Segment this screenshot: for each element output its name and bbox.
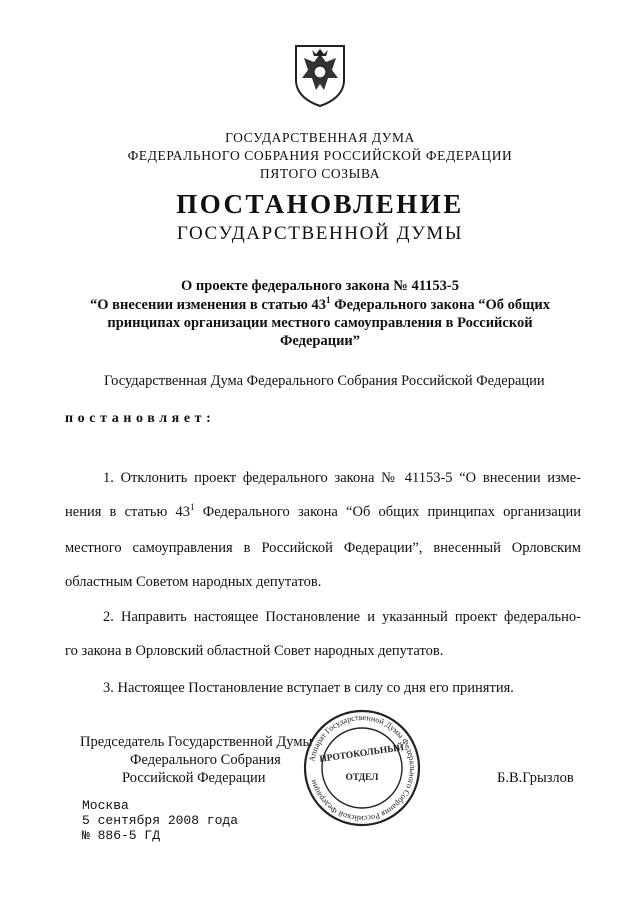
item-1-superscript: 1 (190, 502, 195, 512)
preamble-text: Государственная Дума Федерального Собрания Российской Федерации (104, 373, 545, 389)
document-subtitle: ГОСУДАРСТВЕННОЙ ДУМЫ (176, 223, 464, 244)
item-2-line-2: го закона в Орловский областной Совет народных депутатов. (65, 643, 444, 659)
header-line-1: ГОСУДАРСТВЕННАЯ ДУМА (225, 130, 415, 145)
footer-city: Москва (82, 798, 129, 813)
subject-line-2 (0, 297, 640, 314)
item-3-line-1: 3. Настоящее Постановление вступает в силу со дня его принятия. (103, 680, 514, 696)
header-line-2: ФЕДЕРАЛЬНОГО СОБРАНИЯ РОССИЙСКОЙ ФЕДЕРАЦИИ (127, 148, 513, 163)
subject-line-1: О проекте федерального закона № 41153-5 (181, 278, 459, 294)
item-1-line-2-post: Федерального закона “Об общих принципах организации (194, 504, 581, 520)
subject-line-2-post: Федерального закона “Об общих (330, 297, 551, 313)
subject-line-3: принципах организации местного самоуправления в Российской (107, 315, 533, 331)
signatory-name: Б.В.Грызлов (497, 770, 574, 786)
subject-line-2-pre: “О внесении изменения в статью 43 (89, 297, 326, 313)
signature-position-2: Федерального Собрания (130, 752, 281, 768)
subject-line-4: Федерации” (279, 333, 361, 349)
item-1-line-2-pre: нения в статью 43 (65, 504, 191, 520)
stamp-inner-top: ПРОТОКОЛЬНЫЙ (318, 743, 405, 765)
official-stamp (302, 708, 422, 828)
item-1-line-4: областным Советом народных депутатов. (65, 574, 322, 590)
stamp-inner-bottom: ОТДЕЛ (345, 773, 379, 783)
signature-position-3: Российской Федерации (122, 770, 266, 786)
footer-number: № 886-5 ГД (82, 828, 161, 843)
item-2-line-1: 2. Направить настоящее Постановление и указанный проект федерально- (103, 609, 581, 625)
footer-date: 5 сентября 2008 года (82, 813, 239, 828)
item-1-line-2 (65, 504, 581, 521)
coat-of-arms-icon (290, 40, 350, 108)
subject-superscript: 1 (326, 295, 331, 305)
item-1-line-3: местного самоуправления в Российской Федерации”, внесенный Орловским (65, 540, 581, 556)
stamp-ring-text: Аппарат Государственной Думы Федерального Собрания Российской Федерации (307, 712, 418, 824)
document-title: ПОСТАНОВЛЕНИЕ (176, 189, 464, 219)
item-1-line-1: 1. Отклонить проект федерального закона № 41153-5 “О внесении изме- (103, 470, 581, 486)
resolves-word: постановляет: (65, 411, 216, 426)
header-line-3: ПЯТОГО СОЗЫВА (259, 166, 381, 181)
signature-position-1: Председатель Государственной Думы (80, 734, 313, 750)
